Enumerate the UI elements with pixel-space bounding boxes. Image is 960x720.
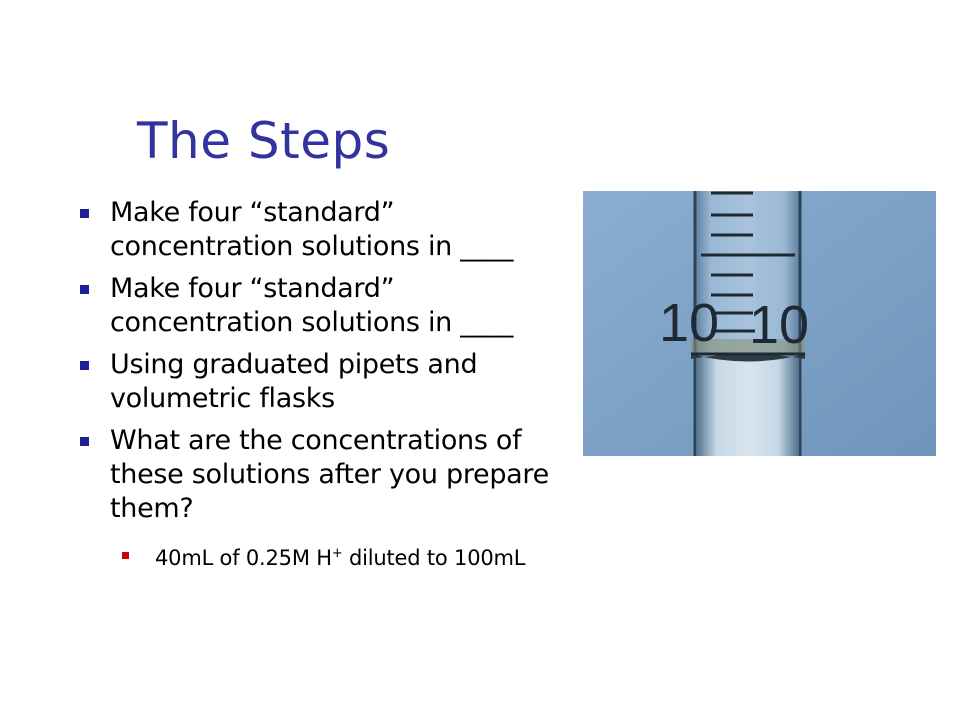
tick-label-right: 10 [748, 295, 810, 355]
sub-bullet-list [122, 540, 542, 572]
bullet-marker-icon [80, 437, 89, 446]
bullet-text: Make four “standard” concentration solutions in ____ [110, 197, 514, 262]
sub-bullet-superscript: + [331, 546, 343, 561]
bullet-item [80, 424, 570, 526]
bullet-item [80, 196, 570, 264]
sub-bullet-item [122, 540, 542, 572]
bullet-list [80, 196, 570, 534]
bullet-item [80, 272, 570, 340]
bullet-marker-icon [80, 285, 89, 294]
tick-label-left: 10 [658, 293, 720, 353]
bullet-text: Using graduated pipets and volumetric flasks [110, 349, 478, 414]
sub-bullet-prefix: 40mL of 0.25M H [155, 546, 332, 570]
bullet-text: Make four “standard” concentration solutions in ____ [110, 273, 514, 338]
pipet-photo [583, 191, 936, 456]
slide-title: The Steps [137, 112, 391, 170]
bullet-text: What are the concentrations of these solutions after you prepare them? [110, 425, 549, 524]
bullet-marker-icon [80, 361, 89, 370]
pipet-photo-svg [583, 191, 936, 456]
bullet-marker-icon [80, 209, 89, 218]
sub-bullet-suffix: diluted to 100mL [342, 546, 526, 570]
bullet-item [80, 348, 570, 416]
pipet-liquid [696, 356, 799, 456]
sub-bullet-marker-icon [122, 552, 129, 559]
